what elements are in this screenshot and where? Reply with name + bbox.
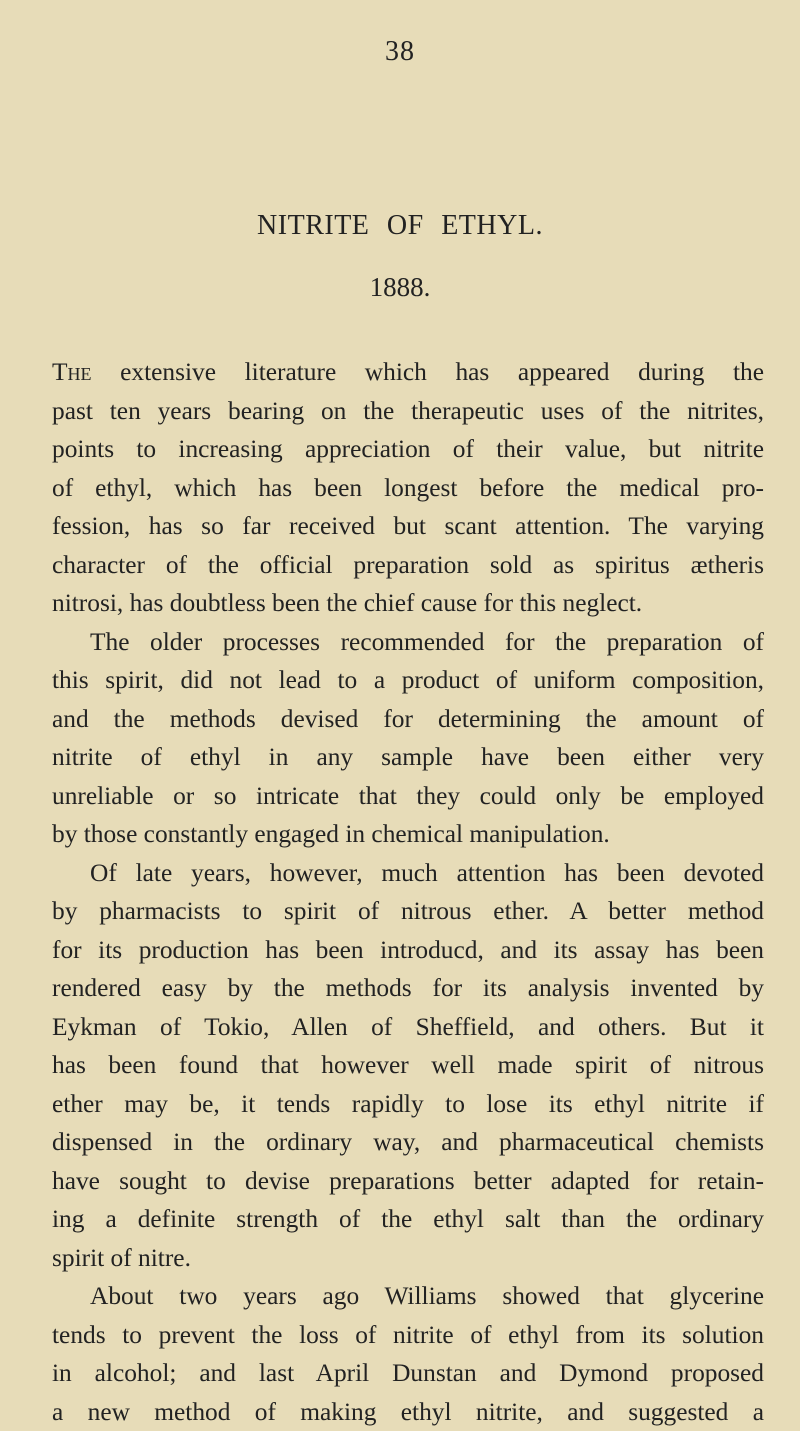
text-line	[52, 1354, 764, 1393]
lead-word: The	[52, 358, 92, 386]
text-line-content: spirit of nitre.	[52, 1244, 191, 1272]
text-line	[52, 815, 764, 854]
text-line	[52, 777, 764, 816]
text-line	[52, 1123, 764, 1162]
text-line-content: nitrosi, has doubtless been the chief cause for this neglect.	[52, 589, 642, 617]
body-text	[52, 353, 764, 1431]
text-line-content: Of late years, however, much attention has been devoted	[90, 859, 764, 887]
text-line	[52, 1200, 764, 1239]
text-line	[52, 546, 764, 585]
text-line	[52, 1008, 764, 1047]
text-line-content: this spirit, did not lead to a product of uniform composition,	[52, 666, 764, 694]
text-line	[52, 1277, 764, 1316]
text-line	[52, 931, 764, 970]
text-line-content: past ten years bearing on the therapeutic uses of the nitrites,	[52, 397, 764, 425]
text-line	[52, 854, 764, 893]
text-line-content: by those constantly engaged in chemical manipulation.	[52, 820, 610, 848]
text-line	[52, 1162, 764, 1201]
text-line	[52, 392, 764, 431]
year-heading: 1888.	[0, 272, 800, 303]
text-line-content: tends to prevent the loss of nitrite of ethyl from its solution	[52, 1321, 764, 1349]
text-line	[52, 1393, 764, 1431]
page-title: NITRITE OF ETHYL.	[0, 210, 800, 242]
page-number: 38	[0, 36, 800, 68]
text-line-content: ether may be, it tends rapidly to lose its ethyl nitrite if	[52, 1090, 764, 1118]
text-line-content: and the methods devised for determining the amount of	[52, 705, 764, 733]
text-line-content: extensive literature which has appeared during the	[92, 358, 764, 386]
text-line-content: character of the official preparation sold as spiritus ætheris	[52, 551, 764, 579]
text-line	[52, 1239, 764, 1278]
text-line	[52, 1085, 764, 1124]
text-line	[52, 623, 764, 662]
text-line-content: unreliable or so intricate that they could only be employed	[52, 782, 764, 810]
text-line-content: About two years ago Williams showed that glycerine	[90, 1282, 764, 1310]
text-line-content: have sought to devise preparations better adapted for retain-	[52, 1167, 764, 1195]
text-line	[52, 430, 764, 469]
text-line-content: Eykman of Tokio, Allen of Sheffield, and others. But it	[52, 1013, 764, 1041]
text-line-content: a new method of making ethyl nitrite, and suggested a	[52, 1398, 764, 1426]
text-line	[52, 507, 764, 546]
text-line-content: fession, has so far received but scant attention. The varying	[52, 512, 764, 540]
text-line-content: for its production has been introducd, and its assay has been	[52, 936, 764, 964]
text-line-content: has been found that however well made spirit of nitrous	[52, 1051, 764, 1079]
text-line	[52, 353, 764, 392]
text-line	[52, 969, 764, 1008]
text-line	[52, 892, 764, 931]
text-line-content: The older processes recommended for the preparation of	[90, 628, 764, 656]
text-line	[52, 738, 764, 777]
text-line	[52, 661, 764, 700]
text-line	[52, 1316, 764, 1355]
text-line	[52, 584, 764, 623]
text-line-content: nitrite of ethyl in any sample have been either very	[52, 743, 764, 771]
text-line-content: of ethyl, which has been longest before the medical pro-	[52, 474, 764, 502]
text-line-content: in alcohol; and last April Dunstan and Dymond proposed	[52, 1359, 764, 1387]
text-line-content: ing a definite strength of the ethyl salt than the ordinary	[52, 1205, 764, 1233]
text-line	[52, 700, 764, 739]
text-line-content: by pharmacists to spirit of nitrous ether. A better method	[52, 897, 764, 925]
text-line-content: dispensed in the ordinary way, and pharmaceutical chemists	[52, 1128, 764, 1156]
text-line	[52, 1046, 764, 1085]
text-line-content: rendered easy by the methods for its analysis invented by	[52, 974, 764, 1002]
text-line	[52, 469, 764, 508]
text-line-content: points to increasing appreciation of their value, but nitrite	[52, 435, 764, 463]
